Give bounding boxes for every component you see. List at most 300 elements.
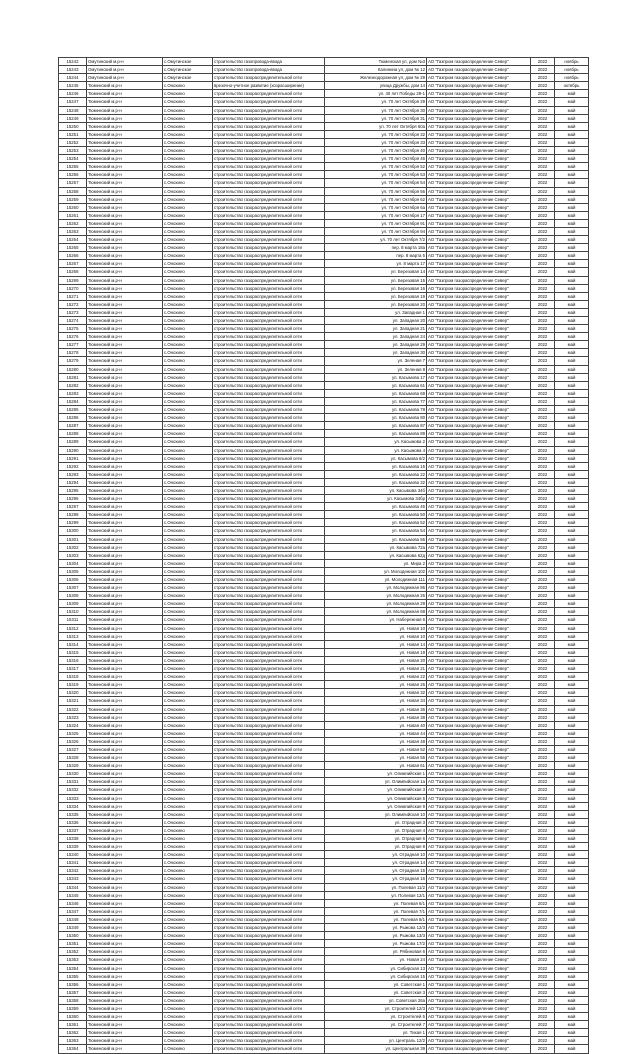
district-cell: Тюменский м.р-н: [87, 317, 163, 325]
district-cell: Тюменский м.р-н: [87, 244, 163, 252]
organization-cell: АО "Газпром газораспределение Север": [427, 915, 531, 923]
organization-cell: АО "Газпром газораспределение Север": [427, 292, 531, 300]
locality-cell: с.Онохино: [163, 1013, 213, 1021]
month-cell: ноябрь: [555, 58, 589, 66]
address-cell: ул. Касымова 89: [325, 430, 427, 438]
month-cell: май: [555, 486, 589, 494]
address-cell: ул. Молодежная 86: [325, 584, 427, 592]
row-number: 15348: [59, 915, 87, 923]
table-row: [59, 745, 589, 753]
year-cell: 2022: [531, 665, 555, 673]
month-cell: май: [555, 640, 589, 648]
year-cell: 2022: [531, 365, 555, 373]
table-row: [59, 770, 589, 778]
year-cell: 2022: [531, 130, 555, 138]
locality-cell: с.Онохино: [163, 924, 213, 932]
locality-cell: с.Онохино: [163, 875, 213, 883]
work-type-cell: строительство газораспределительной сети: [213, 292, 325, 300]
month-cell: май: [555, 203, 589, 211]
organization-cell: АО "Газпром газораспределение Север": [427, 349, 531, 357]
year-cell: 2022: [531, 907, 555, 915]
table-row: [59, 122, 589, 130]
month-cell: май: [555, 454, 589, 462]
month-cell: май: [555, 899, 589, 907]
locality-cell: с.Онохино: [163, 705, 213, 713]
address-cell: Калинина ул, дом № 12: [325, 66, 427, 74]
year-cell: 2022: [531, 859, 555, 867]
work-type-cell: строительство газораспределительной сети: [213, 624, 325, 632]
work-type-cell: строительство газораспределительной сети: [213, 551, 325, 559]
address-cell: ул. Строителей 12/3: [325, 1004, 427, 1012]
row-number: 15284: [59, 397, 87, 405]
table-row: [59, 737, 589, 745]
month-cell: май: [555, 284, 589, 292]
month-cell: май: [555, 389, 589, 397]
organization-cell: АО "Газпром газораспределение Север": [427, 592, 531, 600]
table-row: [59, 665, 589, 673]
organization-cell: АО "Газпром газораспределение Север": [427, 98, 531, 106]
locality-cell: с.Онохино: [163, 883, 213, 891]
year-cell: 2022: [531, 252, 555, 260]
address-cell: ул. Касымова 78: [325, 406, 427, 414]
row-number: 15315: [59, 648, 87, 656]
work-type-cell: строительство газораспределительной сети: [213, 90, 325, 98]
row-number: 15256: [59, 171, 87, 179]
month-cell: май: [555, 236, 589, 244]
row-number: 15261: [59, 211, 87, 219]
row-number: 15358: [59, 996, 87, 1004]
month-cell: май: [555, 406, 589, 414]
year-cell: 2022: [531, 697, 555, 705]
work-type-cell: строительство газораспределительной сети: [213, 244, 325, 252]
year-cell: 2022: [531, 430, 555, 438]
work-type-cell: строительство газораспределительной сети: [213, 810, 325, 818]
month-cell: май: [555, 244, 589, 252]
year-cell: 2022: [531, 948, 555, 956]
organization-cell: АО "Газпром газораспределение Север": [427, 155, 531, 163]
work-type-cell: строительство газораспределительной сети: [213, 438, 325, 446]
locality-cell: с.Онохино: [163, 972, 213, 980]
district-cell: Тюменский м.р-н: [87, 211, 163, 219]
locality-cell: с.Онохино: [163, 689, 213, 697]
locality-cell: с.Онохино: [163, 608, 213, 616]
row-number: 15302: [59, 543, 87, 551]
month-cell: май: [555, 187, 589, 195]
district-cell: Тюменский м.р-н: [87, 114, 163, 122]
locality-cell: с.Онохино: [163, 284, 213, 292]
year-cell: 2022: [531, 762, 555, 770]
year-cell: 2022: [531, 486, 555, 494]
table-row: [59, 300, 589, 308]
row-number: 15274: [59, 317, 87, 325]
table-row: [59, 284, 589, 292]
district-cell: Тюменский м.р-н: [87, 754, 163, 762]
organization-cell: АО "Газпром газораспределение Север": [427, 422, 531, 430]
address-cell: ул. Олимпийская 1а: [325, 778, 427, 786]
district-cell: Тюменский м.р-н: [87, 907, 163, 915]
work-type-cell: строительство газораспределительной сети: [213, 414, 325, 422]
locality-cell: с.Онохино: [163, 713, 213, 721]
month-cell: май: [555, 996, 589, 1004]
row-number: 15317: [59, 665, 87, 673]
month-cell: май: [555, 171, 589, 179]
table-row: [59, 810, 589, 818]
address-cell: ул. 70 лет Октября 32: [325, 130, 427, 138]
locality-cell: с.Онохино: [163, 600, 213, 608]
month-cell: май: [555, 624, 589, 632]
table-row: [59, 486, 589, 494]
month-cell: май: [555, 325, 589, 333]
address-cell: ул. Западная 29: [325, 341, 427, 349]
year-cell: 2022: [531, 122, 555, 130]
table-row: [59, 349, 589, 357]
work-type-cell: строительство газораспределительной сети: [213, 600, 325, 608]
year-cell: 2022: [531, 592, 555, 600]
row-number: 15276: [59, 333, 87, 341]
row-number: 15318: [59, 673, 87, 681]
locality-cell: с.Онохино: [163, 106, 213, 114]
organization-cell: АО "Газпром газораспределение Север": [427, 397, 531, 405]
year-cell: 2022: [531, 333, 555, 341]
organization-cell: АО "Газпром газораспределение Север": [427, 729, 531, 737]
table-row: [59, 446, 589, 454]
district-cell: Тюменский м.р-н: [87, 681, 163, 689]
row-number: 15298: [59, 511, 87, 519]
district-cell: Тюменский м.р-н: [87, 899, 163, 907]
year-cell: 2022: [531, 988, 555, 996]
address-cell: ул. Полевая 8/1: [325, 915, 427, 923]
address-cell: ул. Отрадная 6: [325, 835, 427, 843]
month-cell: май: [555, 470, 589, 478]
locality-cell: с.Онохино: [163, 219, 213, 227]
address-cell: ул. Советская 3: [325, 988, 427, 996]
organization-cell: АО "Газпром газораспределение Север": [427, 341, 531, 349]
organization-cell: АО "Газпром газораспределение Север": [427, 632, 531, 640]
district-cell: Тюменский м.р-н: [87, 252, 163, 260]
month-cell: май: [555, 794, 589, 802]
organization-cell: АО "Газпром газораспределение Север": [427, 138, 531, 146]
locality-cell: с.Онохино: [163, 810, 213, 818]
work-type-cell: строительство газораспределительной сети: [213, 236, 325, 244]
table-row: [59, 786, 589, 794]
row-number: 15355: [59, 972, 87, 980]
table-row: [59, 503, 589, 511]
year-cell: 2022: [531, 495, 555, 503]
work-type-cell: строительство газораспределительной сети: [213, 835, 325, 843]
row-number: 15268: [59, 268, 87, 276]
organization-cell: АО "Газпром газораспределение Север": [427, 106, 531, 114]
month-cell: май: [555, 551, 589, 559]
address-cell: ул. Касымова 77: [325, 397, 427, 405]
organization-cell: АО "Газпром газораспределение Север": [427, 519, 531, 527]
year-cell: 2022: [531, 843, 555, 851]
work-type-cell: строительство газораспределительной сети: [213, 689, 325, 697]
district-cell: Тюменский м.р-н: [87, 810, 163, 818]
organization-cell: АО "Газпром газораспределение Север": [427, 584, 531, 592]
organization-cell: АО "Газпром газораспределение Север": [427, 470, 531, 478]
district-cell: Тюменский м.р-н: [87, 673, 163, 681]
table-row: [59, 624, 589, 632]
year-cell: 2022: [531, 835, 555, 843]
organization-cell: АО "Газпром газораспределение Север": [427, 244, 531, 252]
year-cell: 2022: [531, 608, 555, 616]
locality-cell: с.Онохино: [163, 559, 213, 567]
district-cell: Тюменский м.р-н: [87, 203, 163, 211]
district-cell: Тюменский м.р-н: [87, 988, 163, 996]
work-type-cell: строительство газораспределительной сети: [213, 300, 325, 308]
organization-cell: АО "Газпром газораспределение Север": [427, 551, 531, 559]
organization-cell: АО "Газпром газораспределение Север": [427, 762, 531, 770]
row-number: 15305: [59, 567, 87, 575]
district-cell: Тюменский м.р-н: [87, 373, 163, 381]
address-cell: ул. Тихая 1: [325, 1029, 427, 1037]
organization-cell: АО "Газпром газораспределение Север": [427, 907, 531, 915]
address-cell: ул. Касымова 54: [325, 527, 427, 535]
month-cell: май: [555, 867, 589, 875]
year-cell: 2022: [531, 478, 555, 486]
district-cell: Тюменский м.р-н: [87, 511, 163, 519]
work-type-cell: строительство газораспределительной сети: [213, 535, 325, 543]
table-row: [59, 673, 589, 681]
row-number: 15292: [59, 462, 87, 470]
work-type-cell: строительство газораспределительной сети: [213, 397, 325, 405]
table-row: [59, 211, 589, 219]
organization-cell: АО "Газпром газораспределение Север": [427, 843, 531, 851]
address-cell: ул. Отрадная 15: [325, 867, 427, 875]
district-cell: Тюменский м.р-н: [87, 138, 163, 146]
address-cell: ул. 70 лет Октября 31: [325, 114, 427, 122]
locality-cell: с.Онохино: [163, 317, 213, 325]
locality-cell: с.Онохино: [163, 576, 213, 584]
year-cell: 2022: [531, 276, 555, 284]
organization-cell: АО "Газпром газораспределение Север": [427, 357, 531, 365]
address-cell: ул. Березовая 19: [325, 292, 427, 300]
month-cell: май: [555, 632, 589, 640]
locality-cell: с.Онохино: [163, 252, 213, 260]
month-cell: май: [555, 754, 589, 762]
year-cell: 2022: [531, 535, 555, 543]
month-cell: май: [555, 276, 589, 284]
address-cell: ул. Касымова 4: [325, 446, 427, 454]
organization-cell: АО "Газпром газораспределение Север": [427, 179, 531, 187]
address-cell: ул. 70 лет Октября 33: [325, 138, 427, 146]
table-row: [59, 802, 589, 810]
month-cell: май: [555, 576, 589, 584]
address-cell: ул. Касымова 46: [325, 503, 427, 511]
table-row: [59, 940, 589, 948]
district-cell: Тюменский м.р-н: [87, 284, 163, 292]
address-cell: ул. Новая 34: [325, 697, 427, 705]
row-number: 15343: [59, 875, 87, 883]
row-number: 15288: [59, 430, 87, 438]
district-cell: Тюменский м.р-н: [87, 236, 163, 244]
organization-cell: АО "Газпром газораспределение Север": [427, 972, 531, 980]
address-cell: ул. Новая 10: [325, 624, 427, 632]
locality-cell: с.Онохино: [163, 956, 213, 964]
row-number: 15303: [59, 551, 87, 559]
year-cell: 2022: [531, 155, 555, 163]
locality-cell: с.Онохино: [163, 681, 213, 689]
month-cell: май: [555, 705, 589, 713]
address-cell: ул. Отрадная 14: [325, 859, 427, 867]
district-cell: Тюменский м.р-н: [87, 276, 163, 284]
year-cell: 2022: [531, 867, 555, 875]
year-cell: 2022: [531, 227, 555, 235]
address-cell: ул. 70 лет Октября 40: [325, 147, 427, 155]
year-cell: 2022: [531, 98, 555, 106]
year-cell: 2022: [531, 915, 555, 923]
table-row: [59, 90, 589, 98]
organization-cell: АО "Газпром газораспределение Север": [427, 187, 531, 195]
month-cell: май: [555, 875, 589, 883]
organization-cell: АО "Газпром газораспределение Север": [427, 648, 531, 656]
district-cell: Тюменский м.р-н: [87, 1045, 163, 1053]
organization-cell: АО "Газпром газораспределение Север": [427, 810, 531, 818]
locality-cell: с.Онохино: [163, 454, 213, 462]
table-row: [59, 114, 589, 122]
work-type-cell: строительство газораспределительной сети: [213, 996, 325, 1004]
month-cell: май: [555, 252, 589, 260]
work-type-cell: строительство газораспределительной сети: [213, 584, 325, 592]
table-row: [59, 1045, 589, 1053]
year-cell: 2022: [531, 559, 555, 567]
district-cell: Тюменский м.р-н: [87, 1029, 163, 1037]
address-cell: ул. Новая 20: [325, 656, 427, 664]
address-cell: ул. 70 лет Октября 6а: [325, 203, 427, 211]
locality-cell: с.Онохино: [163, 640, 213, 648]
row-number: 15307: [59, 584, 87, 592]
row-number: 15336: [59, 818, 87, 826]
row-number: 15339: [59, 843, 87, 851]
year-cell: 2022: [531, 932, 555, 940]
month-cell: май: [555, 1037, 589, 1045]
locality-cell: с.Онохино: [163, 300, 213, 308]
table-row: [59, 592, 589, 600]
year-cell: 2022: [531, 373, 555, 381]
address-cell: ул. Советская 1: [325, 980, 427, 988]
work-type-cell: строительство газораспределительной сети: [213, 389, 325, 397]
work-type-cell: строительство газораспределительной сети: [213, 988, 325, 996]
work-type-cell: строительство газораспределительной сети: [213, 1037, 325, 1045]
work-type-cell: строительство газораспределительной сети: [213, 729, 325, 737]
month-cell: май: [555, 163, 589, 171]
work-type-cell: строительство газораспределительной сети: [213, 802, 325, 810]
district-cell: Тюменский м.р-н: [87, 608, 163, 616]
row-number: 15270: [59, 284, 87, 292]
locality-cell: с.Онохино: [163, 446, 213, 454]
district-cell: Тюменский м.р-н: [87, 689, 163, 697]
month-cell: май: [555, 835, 589, 843]
locality-cell: с.Онохино: [163, 486, 213, 494]
month-cell: май: [555, 114, 589, 122]
year-cell: 2022: [531, 389, 555, 397]
table-row: [59, 519, 589, 527]
month-cell: май: [555, 859, 589, 867]
address-cell: ул. Новая 32: [325, 689, 427, 697]
row-number: 15340: [59, 851, 87, 859]
table-row: [59, 341, 589, 349]
table-row: [59, 268, 589, 276]
address-cell: ул. Западная 30: [325, 349, 427, 357]
month-cell: май: [555, 179, 589, 187]
organization-cell: АО "Газпром газораспределение Север": [427, 478, 531, 486]
address-cell: ул. Касымова 52: [325, 519, 427, 527]
row-number: 15325: [59, 729, 87, 737]
organization-cell: АО "Газпром газораспределение Север": [427, 713, 531, 721]
address-cell: ул. 70 лет Октября 29: [325, 98, 427, 106]
year-cell: 2022: [531, 244, 555, 252]
address-cell: ул. Отрадная 4: [325, 826, 427, 834]
locality-cell: с.Онохино: [163, 940, 213, 948]
locality-cell: с.Онохино: [163, 195, 213, 203]
organization-cell: АО "Газпром газораспределение Север": [427, 276, 531, 284]
locality-cell: с.Онохино: [163, 138, 213, 146]
row-number: 15252: [59, 138, 87, 146]
row-number: 15362: [59, 1029, 87, 1037]
organization-cell: АО "Газпром газораспределение Север": [427, 875, 531, 883]
organization-cell: АО "Газпром газораспределение Север": [427, 988, 531, 996]
locality-cell: с.Онохино: [163, 1021, 213, 1029]
table-row: [59, 147, 589, 155]
year-cell: 2022: [531, 681, 555, 689]
address-cell: пер. 8 марта 5: [325, 252, 427, 260]
month-cell: май: [555, 745, 589, 753]
table-row: [59, 171, 589, 179]
work-type-cell: строительство газораспределительной сети: [213, 745, 325, 753]
month-cell: май: [555, 211, 589, 219]
month-cell: май: [555, 770, 589, 778]
year-cell: 2022: [531, 503, 555, 511]
address-cell: ул. 70 лет Октября 53: [325, 171, 427, 179]
table-row: [59, 98, 589, 106]
organization-cell: АО "Газпром газораспределение Север": [427, 559, 531, 567]
locality-cell: с.Онохино: [163, 835, 213, 843]
work-type-cell: строительство газораспределительной сети: [213, 932, 325, 940]
address-cell: ул. Новая 21: [325, 665, 427, 673]
organization-cell: АО "Газпром газораспределение Север": [427, 786, 531, 794]
table-row: [59, 648, 589, 656]
year-cell: 2022: [531, 705, 555, 713]
year-cell: 2022: [531, 1004, 555, 1012]
district-cell: Тюменский м.р-н: [87, 446, 163, 454]
row-number: 15352: [59, 948, 87, 956]
row-number: 15334: [59, 802, 87, 810]
year-cell: 2022: [531, 260, 555, 268]
locality-cell: с.Онохино: [163, 82, 213, 90]
organization-cell: АО "Газпром газораспределение Север": [427, 624, 531, 632]
organization-cell: АО "Газпром газораспределение Север": [427, 656, 531, 664]
address-cell: ул. Молодежная 102: [325, 567, 427, 575]
work-type-cell: строительство газораспределительной сети: [213, 818, 325, 826]
table-row: [59, 203, 589, 211]
district-cell: Тюменский м.р-н: [87, 438, 163, 446]
table-row: [59, 292, 589, 300]
row-number: 15350: [59, 932, 87, 940]
organization-cell: АО "Газпром газораспределение Север": [427, 203, 531, 211]
address-cell: ул. Касымова 34б: [325, 486, 427, 494]
row-number: 15273: [59, 308, 87, 316]
organization-cell: АО "Газпром газораспределение Север": [427, 260, 531, 268]
organization-cell: АО "Газпром газораспределение Север": [427, 924, 531, 932]
table-row: [59, 794, 589, 802]
work-type-cell: строительство газораспределительной сети: [213, 608, 325, 616]
address-cell: ул. Касымова 69: [325, 389, 427, 397]
organization-cell: АО "Газпром газораспределение Север": [427, 608, 531, 616]
table-row: [59, 713, 589, 721]
row-number: 15319: [59, 681, 87, 689]
organization-cell: АО "Газпром газораспределение Север": [427, 122, 531, 130]
row-number: 15356: [59, 980, 87, 988]
